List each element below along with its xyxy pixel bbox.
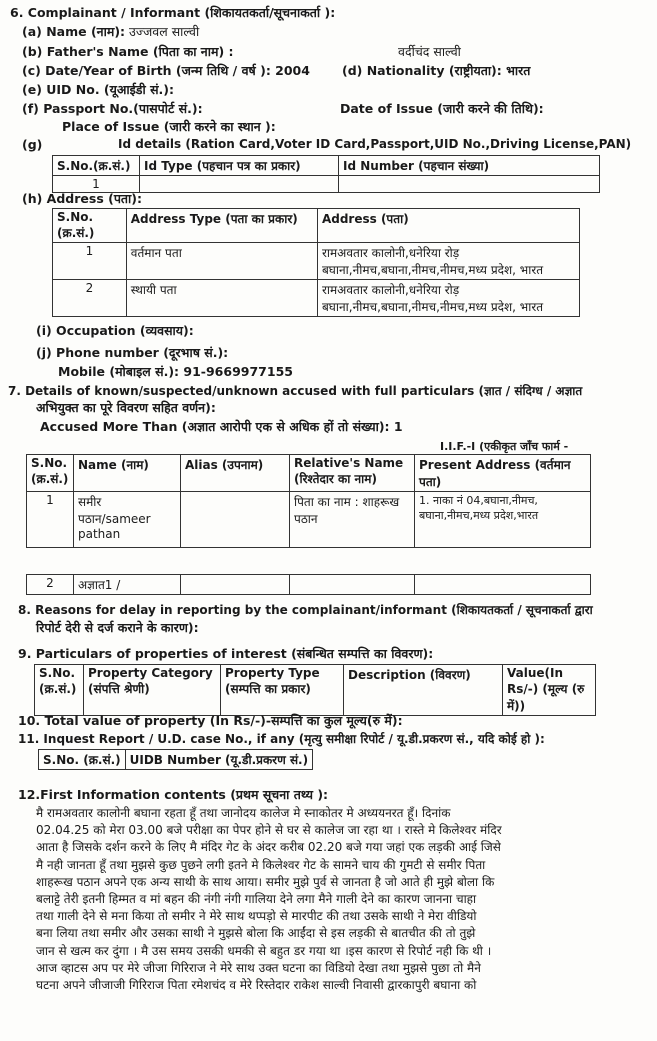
body-line: मै नही जानता हूँ तथा मुझसे कुछ पुछने लगी इतने मे किलेश्वर गेट के सामने चाय की गुमटी से समीर पिता [36, 857, 486, 872]
dob-label: (c) Date/Year of Birth (जन्म तिथि / वर्ष ): 2004 [22, 63, 310, 78]
section-10: 10. Total value of property (In Rs/-)-सम्पत्ति का कुल मूल्य(रु में): [18, 713, 403, 728]
table-header: Address (पता) [317, 209, 579, 243]
id-details-g: (g) [22, 137, 43, 152]
table-header: S.No. (क्र.सं.) [35, 665, 84, 716]
table-row [53, 156, 600, 176]
address-table [52, 208, 580, 317]
accused-table [26, 454, 591, 548]
table-header: Present Address (वर्तमान पता) [415, 455, 591, 492]
father-name-label: (b) Father's Name (पिता का नाम) : [22, 44, 234, 59]
section-7-heading-line2: अभियुक्त का पूरे विवरण सहित वर्णन): [36, 400, 216, 415]
section-8-line2: रिपोर्ट देरी से दर्ज कराने के कारण): [36, 620, 199, 635]
accused-table-continued [26, 574, 591, 595]
body-line: आज व्हाटस अप पर मेरे जीजा गिरिराज ने मेरे साथ उक्त घटना का विडियो देखा तथा मुझसे पुछा तो मैने [36, 960, 481, 975]
mobile-label: Mobile (मोबाइल सं.): 91-9669977155 [58, 364, 293, 379]
address-label: (h) Address (पता): [22, 191, 143, 206]
table-cell: 1. नाका नं 04,बघाना,नीमच, बघाना,नीमच,मध्य प्रदेश,भारत [415, 492, 591, 548]
body-line: घटना अपने जीजाजी गिरिराज पिता रमेशचंद व मेरे रिस्तेदार राकेश साल्वी निवासी द्वारकापुरी बघाना को [36, 978, 477, 993]
uid-label: (e) UID No. (यूआईडी सं.): [22, 82, 174, 97]
section-7-heading-line1: 7. Details of known/suspected/unknown accused with full particulars (ज्ञात / संदिग्ध / अज्ञात [8, 384, 583, 398]
table-cell [181, 575, 290, 595]
body-line: बना लिया तथा समीर और उसका साथी ने मुझसे बोला कि आईंदा से इस लड़की से बातचीत की तो तुझे [36, 926, 476, 941]
property-table [34, 664, 596, 716]
table-header: UIDB Number (यू.डी.प्रकरण सं.) [125, 750, 312, 770]
table-header: Id Number (पहचान संख्या) [339, 156, 600, 176]
table-row [53, 243, 580, 280]
table-cell [140, 176, 339, 193]
date-of-issue-label: Date of Issue (जारी करने की तिथि): [340, 101, 544, 116]
table-cell [339, 176, 600, 193]
table-header: S.No. (क्र.सं.) [53, 209, 127, 243]
table-row [27, 492, 591, 548]
place-of-issue-label: Place of Issue (जारी करने का स्थान ): [62, 119, 276, 134]
id-table [52, 155, 600, 193]
table-row [53, 280, 580, 317]
table-cell [415, 575, 591, 595]
phone-label: (j) Phone number (दूरभाष सं.): [36, 345, 229, 360]
name-label-text: (a) Name (नाम): [22, 24, 126, 39]
table-row [35, 665, 596, 716]
section-6-heading: 6. Complainant / Informant (शिकायतकर्ता/सूचनाकर्ता ): [10, 5, 336, 20]
accused-more-than: Accused More Than (अज्ञात आरोपी एक से अधिक हों तो संख्या): 1 [40, 419, 403, 434]
table-cell: रामअवतार कालोनी,धनेरिया रोड़ बघाना,नीमच,बघाना,नीमच,नीमच,मध्य प्रदेश, भारत [317, 280, 579, 317]
table-header: S.No. (क्र.सं.) [27, 455, 74, 492]
table-header: Property Category (संपत्ति श्रेणी) [84, 665, 221, 716]
table-row [53, 209, 580, 243]
section-12-heading: 12.First Information contents (प्रथम सूचना तथ्य ): [18, 787, 329, 802]
body-line: शाहरूख पठान अपने एक अन्य साथी के साथ आया। समीर मुझे पुर्व से जानता है जो आते ही मुझे बोला कि [36, 874, 495, 889]
table-row [27, 455, 591, 492]
table-header: S.No.(क्र.सं.) [53, 156, 140, 176]
table-row [39, 750, 313, 770]
table-header: Id Type (पहचान पत्र का प्रकार) [140, 156, 339, 176]
body-line: मै रामअवतार कालोनी बघाना रहता हूँ तथा जानोदय कालेज मे स्नाकोतर मे अध्ययनरत हूँ। दिनांक [36, 806, 451, 820]
table-cell: 2 [27, 575, 74, 595]
table-cell [181, 492, 290, 548]
section-8-line1: 8. Reasons for delay in reporting by the complainant/informant (शिकायतकर्ता / सूचनाकर्ता द्वारा [18, 603, 593, 617]
table-cell: पिता का नाम : शाहरूख पठान [290, 492, 415, 548]
body-line: जान से खत्म कर दुंगा । मै उस समय उसकी धमकी से बहुत डर गया था ।इस कारण से रिपोर्ट नही कि थी । [36, 943, 492, 958]
body-line: 02.04.25 को मेरा 03.00 बजे परीक्षा का पेपर होने से घर से कालेज जा रहा था । रास्ते मे किलेश्वर मंदिर [36, 823, 502, 838]
father-name-value: वर्दीचंद साल्वी [398, 44, 461, 59]
table-header: S.No. (क्र.सं.) [39, 750, 126, 770]
table-cell: 1 [27, 492, 74, 548]
passport-label: (f) Passport No.(पासपोर्ट सं.): [22, 101, 203, 116]
section-11: 11. Inquest Report / U.D. case No., if any (मृत्यु समीक्षा रिपोर्ट / यू.डी.प्रकरण सं., यदि कोई हो ): [18, 732, 545, 746]
table-header: Address Type (पता का प्रकार) [126, 209, 317, 243]
table-header: Name (नाम) [74, 455, 181, 492]
first-information-body [36, 805, 636, 994]
table-cell: 1 [53, 176, 140, 193]
table-cell: समीर पठान/sameer pathan [74, 492, 181, 548]
table-row [27, 575, 591, 595]
table-cell: रामअवतार कालोनी,धनेरिया रोड़ बघाना,नीमच,बघाना,नीमच,नीमच,मध्य प्रदेश, भारत [317, 243, 579, 280]
table-header: Value(In Rs/-) (मूल्य (रु में)) [503, 665, 596, 716]
table-header: Property Type (सम्पत्ति का प्रकार) [221, 665, 344, 716]
table-cell: 1 [53, 243, 127, 280]
name-label [22, 23, 199, 40]
name-value: उज्जवल साल्वी [129, 24, 200, 39]
body-line: बलाट्टे तेरी इतनी हिम्मत व मां बहन की नंगी नंगी गालिया देने लगा मैने गाली देने का कारण जानना चाहा [36, 892, 477, 907]
body-line: आता है जिसके दर्शन करने के लिए मै मंदिर गेट के अंदर करीब 02.20 बजे गया जहां एक लड़की आई जिसे [36, 840, 501, 855]
nationality-label: (d) Nationality (राष्ट्रीयता): भारत [342, 63, 531, 78]
id-details-label: Id details (Ration Card,Voter ID Card,Passport,UID No.,Driving License,PAN) [118, 137, 632, 151]
table-cell: अज्ञात1 / [74, 575, 181, 595]
section-9-heading: 9. Particulars of properties of interest (संबन्धित सम्पत्ति का विवरण): [18, 646, 434, 661]
table-header: Description (विवरण) [344, 665, 503, 716]
occupation-label: (i) Occupation (व्यवसाय): [36, 323, 194, 338]
table-header: Relative's Name (रिश्तेदार का नाम) [290, 455, 415, 492]
table-cell [290, 575, 415, 595]
table-header: Alias (उपनाम) [181, 455, 290, 492]
table-cell: स्थायी पता [126, 280, 317, 317]
uidb-table [38, 749, 313, 770]
table-cell: 2 [53, 280, 127, 317]
form-reference: I.I.F.-I (एकीकृत जाँच फार्म - [440, 440, 569, 453]
body-line: तथा गाली देने से मना किया तो समीर ने मेरे साथ थप्पड़ो से मारपीट की तथा उसके साथी ने मेरा वीडियो [36, 909, 477, 924]
table-cell: वर्तमान पता [126, 243, 317, 280]
